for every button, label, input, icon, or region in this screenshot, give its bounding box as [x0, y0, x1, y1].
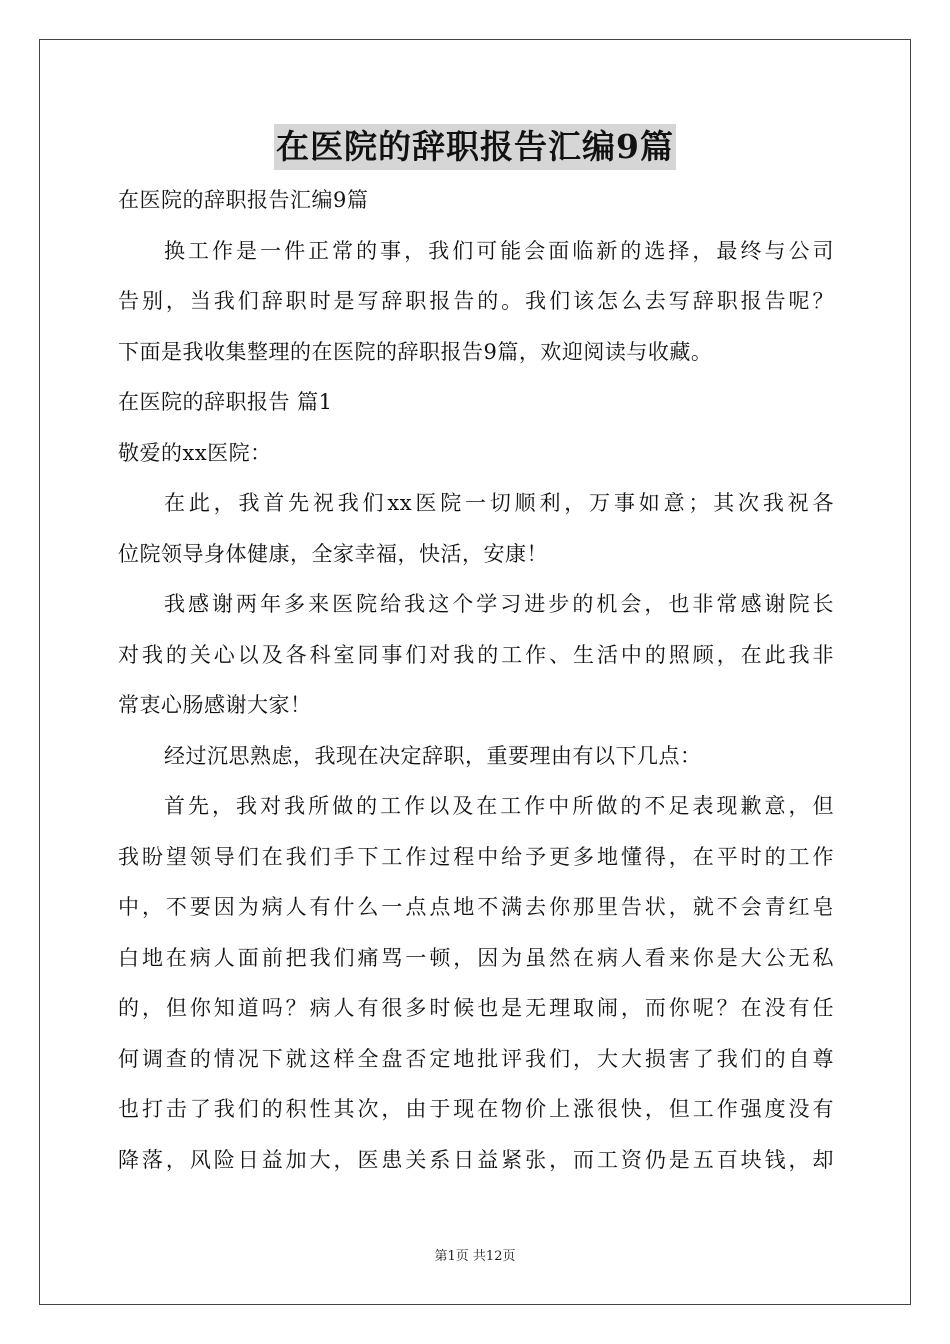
text-line: 在医院的辞职报告 篇1: [118, 390, 333, 414]
text-line: 对我的关心以及各科室同事们对我的工作、生活中的照顾，在此我非: [118, 642, 834, 667]
page-footer: 第1页 共12页: [434, 1249, 516, 1264]
text-line: 告别，当我们辞职时是写辞职报告的。我们该怎么去写辞职报告呢？: [118, 289, 834, 313]
text-line: 中，不要因为病人有什么一点点地不满去你那里告状，就不会青红皂: [118, 895, 834, 919]
text-line: 何调查的情况下就这样全盘否定地批评我们，大大损害了我们的自尊: [118, 1046, 834, 1071]
document-body: [118, 175, 834, 1185]
text-line: 下面是我收集整理的在医院的辞职报告9篇，欢迎阅读与收藏。: [118, 339, 713, 364]
text-line: 的，但你知道吗？病人有很多时候也是无理取闹，而你呢？在没有任: [118, 996, 834, 1020]
text-line: 降落，风险日益加大，医患关系日益紧张，而工资仍是五百块钱，却: [118, 1147, 834, 1172]
text-line: 也打击了我们的积性其次，由于现在物价上涨很快，但工作强度没有: [118, 1097, 834, 1121]
text-line: 位院领导身体健康，全家幸福，快活，安康！: [118, 541, 548, 566]
text-line: 敬爱的xx医院：: [118, 440, 272, 465]
text-line: 常衷心肠感谢大家！: [118, 693, 312, 717]
document-title: 在医院的辞职报告汇编9篇: [274, 124, 676, 170]
text-line: 我感谢两年多来医院给我这个学习进步的机会，也非常感谢院长: [164, 592, 834, 616]
text-line: 经过沉思熟虑，我现在决定辞职，重要理由有以下几点：: [164, 743, 702, 768]
text-line: 在此，我首先祝我们xx医院一切顺利，万事如意；其次我祝各: [164, 491, 834, 515]
text-line: 在医院的辞职报告汇编9篇: [118, 188, 369, 212]
text-line: 换工作是一件正常的事，我们可能会面临新的选择，最终与公司: [164, 238, 834, 263]
text-line: 白地在病人面前把我们痛骂一顿，因为虽然在病人看来你是大公无私: [118, 945, 834, 970]
text-line: 首先，我对我所做的工作以及在工作中所做的不足表现歉意，但: [164, 794, 834, 818]
text-line: 我盼望领导们在我们手下工作过程中给予更多地懂得，在平时的工作: [118, 844, 834, 869]
title-container: [0, 124, 950, 170]
